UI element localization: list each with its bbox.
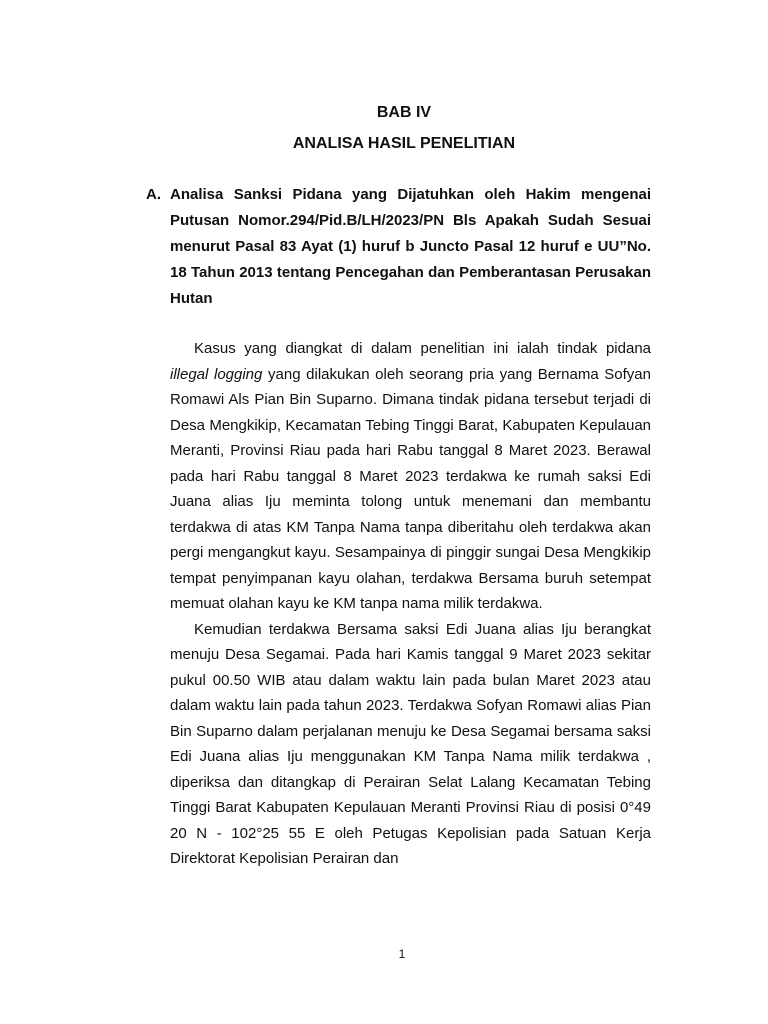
section-heading-text: Analisa Sanksi Pidana yang Dijatuhkan oleh Hakim mengenai Putusan Nomor.294/Pid.B/LH/2023/PN Bls Apakah Sudah Sesuai menurut Pasal 83 Ayat (1) huruf b Juncto Pasal 12 huruf e UU”No. 18 Tahun 2013 tentang Pencegahan dan Pemberantasan Perusakan Hutan [170, 186, 651, 307]
paragraph-1-lead: Kasus yang diangkat di dalam penelitian ini ialah tindak pidana [194, 340, 651, 357]
chapter-title: ANALISA HASIL PENELITIAN [292, 135, 516, 152]
paragraph-1 [170, 336, 651, 617]
section-heading [146, 182, 651, 312]
body-text [170, 336, 651, 872]
paragraph-1-rest: yang dilakukan oleh seorang pria yang Bernama Sofyan Romawi Als Pian Bin Suparno. Dimana tindak pidana tersebut terjadi di Desa Mengkikip, Kecamatan Tebing Tinggi Barat, Kabupaten Kepulauan Meranti, Provinsi Riau pada hari Rabu tanggal 8 Maret 2023. Berawal pada hari Rabu tanggal 8 Maret 2023 terdakwa ke rumah saksi Edi Juana alias Iju meminta tolong untuk menemani dan membantu terdakwa di atas KM Tanpa Nama tanpa diberitahu oleh terdakwa akan pergi mengangkut kayu. Sesampainya di pinggir sungai Desa Mengkikip tempat penyimpanan kayu olahan, terdakwa Bersama buruh setempat memuat olahan kayu ke KM tanpa nama milik terdakwa. [170, 365, 651, 612]
paragraph-1-italic-term: illegal logging [170, 365, 263, 383]
page-number: 1 [398, 947, 406, 961]
paragraph-2: Kemudian terdakwa Bersama saksi Edi Juana alias Iju berangkat menuju Desa Segamai. Pada hari Kamis tanggal 9 Maret 2023 sekitar pukul 00.50 WIB atau dalam waktu lain pada bulan Maret 2023 atau dalam waktu lain pada tahun 2023. Terdakwa Sofyan Romawi alias Pian Bin Suparno dalam perjalanan menuju ke Desa Segamai bersama saksi Edi Juana alias Iju menggunakan KM Tanpa Nama milik terdakwa , diperiksa dan ditangkap di Perairan Selat Lalang Kecamatan Tebing Tinggi Barat Kabupaten Kepulauan Meranti Provinsi Riau di posisi 0°49 20 N - 102°25 55 E oleh Petugas Kepolisian pada Satuan Kerja Direktorat Kepolisian Perairan dan [170, 620, 651, 867]
section-letter: A. [146, 186, 161, 203]
chapter-number: BAB IV [376, 104, 432, 121]
